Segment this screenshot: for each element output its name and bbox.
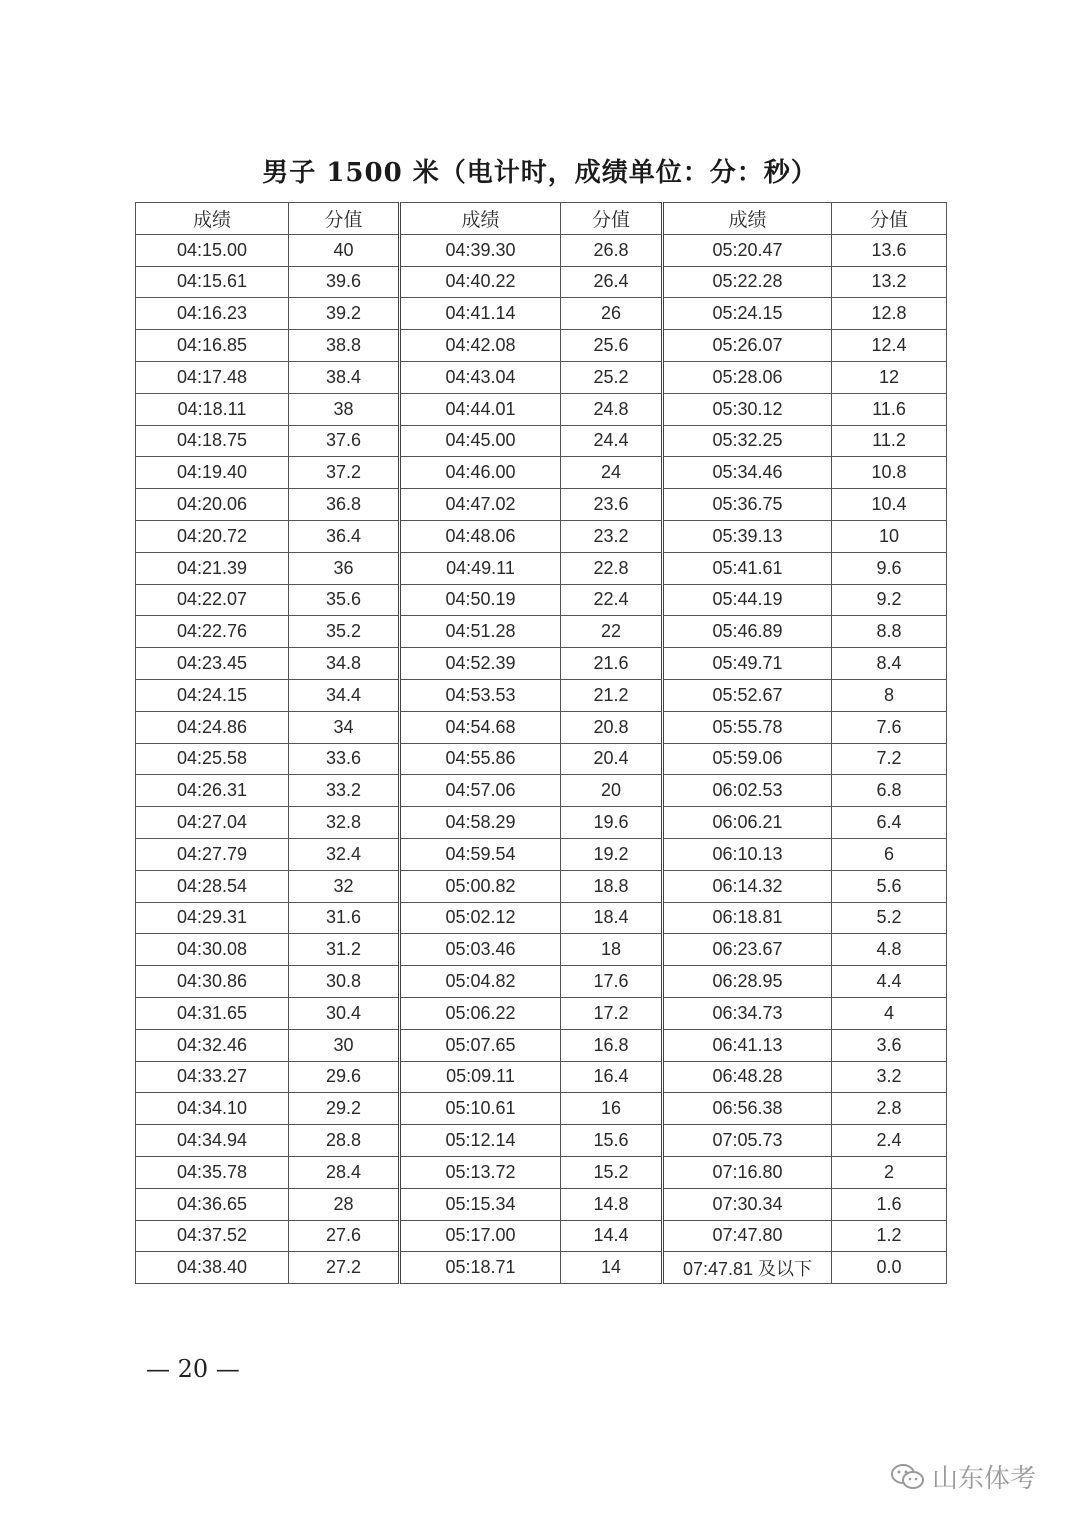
score-points-cell: 35.6: [289, 584, 400, 616]
table-row: [136, 1061, 947, 1093]
score-time-cell: 05:02.12: [400, 902, 561, 934]
score-time-cell: 04:41.14: [400, 298, 561, 330]
score-time-cell: 05:44.19: [663, 584, 832, 616]
table-row: [136, 520, 947, 552]
score-points-cell: 15.2: [561, 1156, 663, 1188]
watermark-text: 山东体考: [932, 1464, 1037, 1494]
score-time-cell: 04:59.54: [400, 838, 561, 870]
score-points-cell: 37.2: [289, 457, 400, 489]
score-time-cell: 06:18.81: [663, 902, 832, 934]
score-points-cell: 13.2: [832, 266, 947, 298]
score-table: [135, 202, 947, 1284]
score-time-cell: 04:39.30: [400, 234, 561, 266]
score-time-cell: 04:21.39: [136, 552, 289, 584]
score-points-cell: 23.6: [561, 489, 663, 521]
score-time-cell: 06:02.53: [663, 775, 832, 807]
table-row: [136, 743, 947, 775]
score-time-cell: 04:17.48: [136, 361, 289, 393]
score-time-cell: 04:30.86: [136, 966, 289, 998]
score-time-cell: 04:16.85: [136, 330, 289, 362]
score-points-cell: 16.4: [561, 1061, 663, 1093]
score-points-cell: 14.8: [561, 1188, 663, 1220]
table-row: [136, 807, 947, 839]
score-time-cell: 04:18.75: [136, 425, 289, 457]
score-time-cell: 04:51.28: [400, 616, 561, 648]
score-time-cell: 04:26.31: [136, 775, 289, 807]
table-row: [136, 934, 947, 966]
score-time-cell: 05:28.06: [663, 361, 832, 393]
score-points-cell: 36: [289, 552, 400, 584]
table-row: [136, 330, 947, 362]
score-time-cell: 07:16.80: [663, 1156, 832, 1188]
score-time-cell: 05:39.13: [663, 520, 832, 552]
score-points-cell: 9.2: [832, 584, 947, 616]
score-time-cell: 04:15.00: [136, 234, 289, 266]
score-points-cell: 30: [289, 1029, 400, 1061]
score-points-cell: 18: [561, 934, 663, 966]
table-row: [136, 997, 947, 1029]
table-row: [136, 902, 947, 934]
page-title: 男子 1500 米（电计时，成绩单位：分：秒）: [262, 158, 818, 188]
score-points-cell: 5.6: [832, 870, 947, 902]
score-time-cell: 04:54.68: [400, 711, 561, 743]
table-row: [136, 1125, 947, 1157]
score-points-cell: 17.6: [561, 966, 663, 998]
score-points-cell: 17.2: [561, 997, 663, 1029]
score-time-cell: 06:34.73: [663, 997, 832, 1029]
score-time-cell: 04:20.06: [136, 489, 289, 521]
score-time-cell: 05:09.11: [400, 1061, 561, 1093]
score-points-cell: 29.2: [289, 1093, 400, 1125]
score-points-cell: 8.8: [832, 616, 947, 648]
score-points-cell: 12: [832, 361, 947, 393]
score-points-cell: 19.2: [561, 838, 663, 870]
score-points-cell: 12.4: [832, 330, 947, 362]
column-header: 分值: [832, 203, 947, 235]
score-time-cell: 04:53.53: [400, 679, 561, 711]
score-points-cell: 26.4: [561, 266, 663, 298]
table-row: [136, 298, 947, 330]
score-points-cell: 20.8: [561, 711, 663, 743]
score-time-cell: 04:42.08: [400, 330, 561, 362]
score-time-cell: 04:20.72: [136, 520, 289, 552]
table-row: [136, 266, 947, 298]
score-points-cell: 30.4: [289, 997, 400, 1029]
score-time-cell: 05:13.72: [400, 1156, 561, 1188]
score-time-cell: 04:34.94: [136, 1125, 289, 1157]
table-row: [136, 1252, 947, 1284]
score-points-cell: 10.8: [832, 457, 947, 489]
score-time-cell: 04:35.78: [136, 1156, 289, 1188]
score-time-cell: 05:12.14: [400, 1125, 561, 1157]
column-header: 分值: [561, 203, 663, 235]
score-points-cell: 10: [832, 520, 947, 552]
table-row: [136, 234, 947, 266]
score-time-cell: 04:48.06: [400, 520, 561, 552]
score-time-cell: 04:27.04: [136, 807, 289, 839]
score-points-cell: 28.8: [289, 1125, 400, 1157]
score-points-cell: 28: [289, 1188, 400, 1220]
score-points-cell: 21.2: [561, 679, 663, 711]
score-time-cell: 05:36.75: [663, 489, 832, 521]
score-time-cell: 05:04.82: [400, 966, 561, 998]
score-points-cell: 24: [561, 457, 663, 489]
column-header: 成绩: [136, 203, 289, 235]
score-time-cell: 05:26.07: [663, 330, 832, 362]
score-points-cell: 40: [289, 234, 400, 266]
score-points-cell: 36.8: [289, 489, 400, 521]
score-points-cell: 29.6: [289, 1061, 400, 1093]
table-row: [136, 1156, 947, 1188]
score-time-cell: 04:58.29: [400, 807, 561, 839]
score-points-cell: 34.8: [289, 648, 400, 680]
score-points-cell: 18.4: [561, 902, 663, 934]
score-time-cell: 04:22.76: [136, 616, 289, 648]
score-points-cell: 2.4: [832, 1125, 947, 1157]
score-points-cell: 34.4: [289, 679, 400, 711]
score-time-cell: 04:44.01: [400, 393, 561, 425]
score-time-cell: 05:34.46: [663, 457, 832, 489]
table-row: [136, 489, 947, 521]
score-points-cell: 34: [289, 711, 400, 743]
table-row: [136, 361, 947, 393]
score-points-cell: 32.8: [289, 807, 400, 839]
score-time-cell: 06:06.21: [663, 807, 832, 839]
score-points-cell: 22.4: [561, 584, 663, 616]
score-time-cell: 05:07.65: [400, 1029, 561, 1061]
score-time-cell: 04:50.19: [400, 584, 561, 616]
score-points-cell: 18.8: [561, 870, 663, 902]
score-time-cell: 04:16.23: [136, 298, 289, 330]
score-points-cell: 22: [561, 616, 663, 648]
table-row: [136, 584, 947, 616]
table-row: [136, 648, 947, 680]
score-time-cell: 05:20.47: [663, 234, 832, 266]
score-points-cell: 3.2: [832, 1061, 947, 1093]
table-row: [136, 457, 947, 489]
score-points-cell: 31.2: [289, 934, 400, 966]
score-points-cell: 30.8: [289, 966, 400, 998]
score-points-cell: 20.4: [561, 743, 663, 775]
score-points-cell: 3.6: [832, 1029, 947, 1061]
score-points-cell: 0.0: [832, 1252, 947, 1284]
score-points-cell: 39.6: [289, 266, 400, 298]
score-time-cell: 07:47.81 及以下: [663, 1252, 832, 1284]
score-time-cell: 04:40.22: [400, 266, 561, 298]
score-points-cell: 22.8: [561, 552, 663, 584]
score-points-cell: 20: [561, 775, 663, 807]
score-time-cell: 04:24.86: [136, 711, 289, 743]
score-points-cell: 8: [832, 679, 947, 711]
score-time-cell: 04:57.06: [400, 775, 561, 807]
column-header: 成绩: [663, 203, 832, 235]
score-points-cell: 12.8: [832, 298, 947, 330]
score-points-cell: 27.6: [289, 1220, 400, 1252]
score-points-cell: 38: [289, 393, 400, 425]
score-points-cell: 19.6: [561, 807, 663, 839]
score-points-cell: 11.6: [832, 393, 947, 425]
score-time-cell: 04:34.10: [136, 1093, 289, 1125]
score-points-cell: 23.2: [561, 520, 663, 552]
score-points-cell: 21.6: [561, 648, 663, 680]
score-time-cell: 07:47.80: [663, 1220, 832, 1252]
score-time-cell: 05:41.61: [663, 552, 832, 584]
score-points-cell: 14: [561, 1252, 663, 1284]
score-time-cell: 05:49.71: [663, 648, 832, 680]
score-time-cell: 05:17.00: [400, 1220, 561, 1252]
score-time-cell: 04:32.46: [136, 1029, 289, 1061]
score-time-cell: 05:15.34: [400, 1188, 561, 1220]
score-points-cell: 6.8: [832, 775, 947, 807]
score-points-cell: 31.6: [289, 902, 400, 934]
score-time-cell: 04:22.07: [136, 584, 289, 616]
score-time-cell: 05:30.12: [663, 393, 832, 425]
score-time-cell: 04:30.08: [136, 934, 289, 966]
score-time-cell: 04:29.31: [136, 902, 289, 934]
score-points-cell: 24.4: [561, 425, 663, 457]
score-points-cell: 32.4: [289, 838, 400, 870]
score-points-cell: 38.4: [289, 361, 400, 393]
table-row: [136, 393, 947, 425]
score-time-cell: 06:56.38: [663, 1093, 832, 1125]
score-points-cell: 6: [832, 838, 947, 870]
score-time-cell: 05:52.67: [663, 679, 832, 711]
score-points-cell: 32: [289, 870, 400, 902]
column-header: 成绩: [400, 203, 561, 235]
score-points-cell: 26.8: [561, 234, 663, 266]
score-time-cell: 05:32.25: [663, 425, 832, 457]
score-time-cell: 04:37.52: [136, 1220, 289, 1252]
table-row: [136, 966, 947, 998]
score-points-cell: 4.4: [832, 966, 947, 998]
score-points-cell: 14.4: [561, 1220, 663, 1252]
score-points-cell: 9.6: [832, 552, 947, 584]
score-time-cell: 07:05.73: [663, 1125, 832, 1157]
score-points-cell: 26: [561, 298, 663, 330]
table-row: [136, 616, 947, 648]
score-points-cell: 6.4: [832, 807, 947, 839]
table-row: [136, 552, 947, 584]
score-points-cell: 33.2: [289, 775, 400, 807]
score-points-cell: 1.2: [832, 1220, 947, 1252]
score-time-cell: 04:55.86: [400, 743, 561, 775]
score-time-cell: 05:10.61: [400, 1093, 561, 1125]
table-row: [136, 1093, 947, 1125]
score-time-cell: 04:19.40: [136, 457, 289, 489]
score-points-cell: 5.2: [832, 902, 947, 934]
score-time-cell: 06:10.13: [663, 838, 832, 870]
score-time-cell: 04:52.39: [400, 648, 561, 680]
score-time-cell: 04:28.54: [136, 870, 289, 902]
score-time-cell: 04:18.11: [136, 393, 289, 425]
score-time-cell: 04:45.00: [400, 425, 561, 457]
score-time-cell: 05:46.89: [663, 616, 832, 648]
score-points-cell: 33.6: [289, 743, 400, 775]
score-points-cell: 25.6: [561, 330, 663, 362]
score-points-cell: 35.2: [289, 616, 400, 648]
score-points-cell: 7.6: [832, 711, 947, 743]
table-row: [136, 775, 947, 807]
score-points-cell: 4.8: [832, 934, 947, 966]
score-points-cell: 4: [832, 997, 947, 1029]
score-time-cell: 04:25.58: [136, 743, 289, 775]
score-time-cell: 07:30.34: [663, 1188, 832, 1220]
score-points-cell: 11.2: [832, 425, 947, 457]
score-time-cell: 04:24.15: [136, 679, 289, 711]
score-time-cell: 04:38.40: [136, 1252, 289, 1284]
score-time-cell: 04:49.11: [400, 552, 561, 584]
score-points-cell: 36.4: [289, 520, 400, 552]
score-points-cell: 8.4: [832, 648, 947, 680]
table-body: [136, 234, 947, 1283]
wechat-icon: [890, 1462, 926, 1492]
score-points-cell: 15.6: [561, 1125, 663, 1157]
table-row: [136, 425, 947, 457]
table-header-row: [136, 203, 947, 235]
table-row: [136, 1220, 947, 1252]
score-time-cell: 05:06.22: [400, 997, 561, 1029]
column-header: 分值: [289, 203, 400, 235]
score-points-cell: 16: [561, 1093, 663, 1125]
score-time-cell: 06:41.13: [663, 1029, 832, 1061]
score-time-cell: 04:27.79: [136, 838, 289, 870]
score-points-cell: 39.2: [289, 298, 400, 330]
score-points-cell: 25.2: [561, 361, 663, 393]
score-time-cell: 06:23.67: [663, 934, 832, 966]
score-time-cell: 04:47.02: [400, 489, 561, 521]
score-time-cell: 05:03.46: [400, 934, 561, 966]
score-points-cell: 10.4: [832, 489, 947, 521]
watermark: [890, 1458, 1036, 1495]
score-time-cell: 05:00.82: [400, 870, 561, 902]
table-row: [136, 711, 947, 743]
score-time-cell: 06:48.28: [663, 1061, 832, 1093]
score-points-cell: 24.8: [561, 393, 663, 425]
score-time-cell: 04:15.61: [136, 266, 289, 298]
table-row: [136, 1029, 947, 1061]
score-points-cell: 37.6: [289, 425, 400, 457]
score-time-cell: 04:23.45: [136, 648, 289, 680]
score-time-cell: 04:46.00: [400, 457, 561, 489]
score-time-cell: 05:59.06: [663, 743, 832, 775]
score-points-cell: 27.2: [289, 1252, 400, 1284]
table-row: [136, 870, 947, 902]
score-points-cell: 2.8: [832, 1093, 947, 1125]
score-points-cell: 38.8: [289, 330, 400, 362]
score-points-cell: 2: [832, 1156, 947, 1188]
score-points-cell: 1.6: [832, 1188, 947, 1220]
page-number: — 20 —: [146, 1355, 240, 1383]
score-time-cell: 04:33.27: [136, 1061, 289, 1093]
score-time-cell: 05:22.28: [663, 266, 832, 298]
score-time-cell: 05:24.15: [663, 298, 832, 330]
score-points-cell: 7.2: [832, 743, 947, 775]
score-time-cell: 04:43.04: [400, 361, 561, 393]
score-points-cell: 13.6: [832, 234, 947, 266]
score-time-cell: 06:14.32: [663, 870, 832, 902]
score-points-cell: 16.8: [561, 1029, 663, 1061]
score-time-cell: 05:55.78: [663, 711, 832, 743]
score-points-cell: 28.4: [289, 1156, 400, 1188]
score-time-cell: 04:36.65: [136, 1188, 289, 1220]
table-row: [136, 1188, 947, 1220]
table-row: [136, 679, 947, 711]
score-time-cell: 05:18.71: [400, 1252, 561, 1284]
score-time-cell: 04:31.65: [136, 997, 289, 1029]
table-row: [136, 838, 947, 870]
score-time-cell: 06:28.95: [663, 966, 832, 998]
